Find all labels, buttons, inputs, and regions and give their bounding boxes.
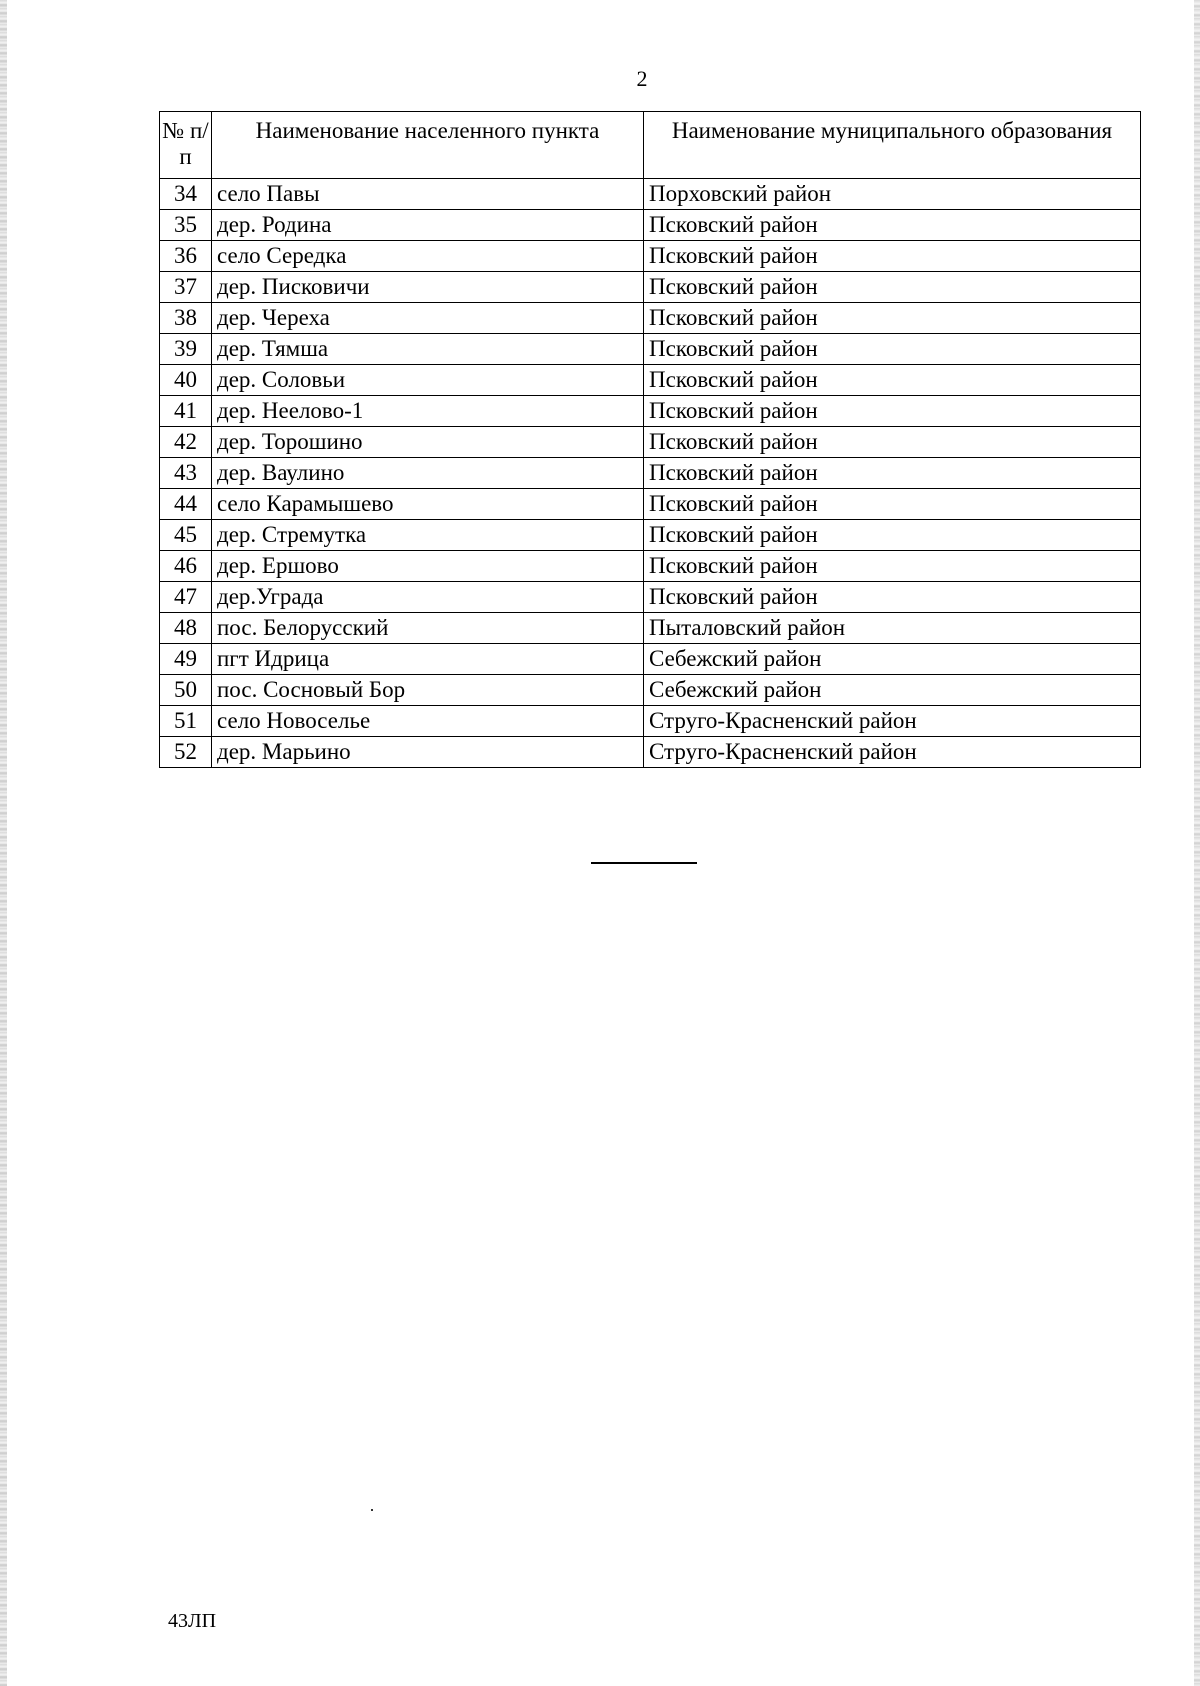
- row-number: 41: [160, 396, 212, 427]
- header-settlement: Наименование населенного пункта: [212, 112, 644, 179]
- row-settlement: дер. Писковичи: [212, 272, 644, 303]
- row-municipality: Псковский район: [644, 334, 1141, 365]
- row-settlement: дер. Родина: [212, 210, 644, 241]
- table-row: [160, 489, 1141, 520]
- row-municipality: Пыталовский район: [644, 613, 1141, 644]
- row-municipality: Псковский район: [644, 582, 1141, 613]
- row-municipality: Псковский район: [644, 551, 1141, 582]
- row-municipality: Струго-Красненский район: [644, 706, 1141, 737]
- page-number: 2: [636, 66, 648, 91]
- table-row: [160, 520, 1141, 551]
- row-municipality: Псковский район: [644, 272, 1141, 303]
- row-municipality: Псковский район: [644, 365, 1141, 396]
- row-municipality: Псковский район: [644, 396, 1141, 427]
- table-row: [160, 458, 1141, 489]
- table-body: [160, 179, 1141, 768]
- row-municipality: Себежский район: [644, 675, 1141, 706]
- table-row: [160, 241, 1141, 272]
- scan-edge-right: [1194, 0, 1200, 1686]
- table-row: [160, 396, 1141, 427]
- row-number: 39: [160, 334, 212, 365]
- row-settlement: пос. Сосновый Бор: [212, 675, 644, 706]
- table-row: [160, 644, 1141, 675]
- row-settlement: дер. Марьино: [212, 737, 644, 768]
- table-row: [160, 675, 1141, 706]
- table-row: [160, 334, 1141, 365]
- table-row: [160, 427, 1141, 458]
- row-municipality: Псковский район: [644, 489, 1141, 520]
- row-settlement: село Павы: [212, 179, 644, 210]
- row-number: 51: [160, 706, 212, 737]
- row-number: 49: [160, 644, 212, 675]
- scan-edge-left: [0, 0, 7, 1686]
- row-settlement: дер. Череха: [212, 303, 644, 334]
- header-municipality: Наименование муниципального образования: [644, 112, 1141, 179]
- row-number: 47: [160, 582, 212, 613]
- row-settlement: село Карамышево: [212, 489, 644, 520]
- table-row: [160, 582, 1141, 613]
- row-number: 44: [160, 489, 212, 520]
- table-row: [160, 706, 1141, 737]
- header-number: № п/п: [160, 112, 212, 179]
- row-settlement: дер. Тямша: [212, 334, 644, 365]
- document-code: 43ЛП: [168, 1610, 217, 1632]
- row-number: 36: [160, 241, 212, 272]
- row-number: 43: [160, 458, 212, 489]
- table-row: [160, 737, 1141, 768]
- row-number: 42: [160, 427, 212, 458]
- row-settlement: дер. Стремутка: [212, 520, 644, 551]
- row-number: 46: [160, 551, 212, 582]
- row-settlement: дер. Ершово: [212, 551, 644, 582]
- table-header: [160, 112, 1141, 179]
- row-number: 35: [160, 210, 212, 241]
- table-row: [160, 179, 1141, 210]
- row-settlement: дер.Уграда: [212, 582, 644, 613]
- table-row: [160, 365, 1141, 396]
- row-settlement: дер. Торошино: [212, 427, 644, 458]
- scan-speck: [371, 1509, 373, 1511]
- row-municipality: Струго-Красненский район: [644, 737, 1141, 768]
- row-settlement: село Середка: [212, 241, 644, 272]
- row-number: 40: [160, 365, 212, 396]
- row-municipality: Псковский район: [644, 210, 1141, 241]
- settlements-table-container: [159, 111, 1140, 768]
- table-row: [160, 613, 1141, 644]
- row-municipality: Себежский район: [644, 644, 1141, 675]
- row-settlement: пгт Идрица: [212, 644, 644, 675]
- row-number: 34: [160, 179, 212, 210]
- row-settlement: дер. Неелово-1: [212, 396, 644, 427]
- settlements-table: [159, 111, 1141, 768]
- row-municipality: Псковский район: [644, 520, 1141, 551]
- table-row: [160, 210, 1141, 241]
- table-row: [160, 551, 1141, 582]
- row-settlement: село Новоселье: [212, 706, 644, 737]
- row-municipality: Псковский район: [644, 427, 1141, 458]
- row-settlement: дер. Соловьи: [212, 365, 644, 396]
- row-municipality: Псковский район: [644, 458, 1141, 489]
- row-number: 52: [160, 737, 212, 768]
- table-row: [160, 272, 1141, 303]
- end-of-list-rule: [591, 862, 697, 864]
- row-municipality: Порховский район: [644, 179, 1141, 210]
- row-number: 45: [160, 520, 212, 551]
- row-settlement: дер. Ваулино: [212, 458, 644, 489]
- row-number: 48: [160, 613, 212, 644]
- row-settlement: пос. Белорусский: [212, 613, 644, 644]
- row-municipality: Псковский район: [644, 241, 1141, 272]
- header-row: [160, 112, 1141, 179]
- row-number: 37: [160, 272, 212, 303]
- row-number: 50: [160, 675, 212, 706]
- row-municipality: Псковский район: [644, 303, 1141, 334]
- row-number: 38: [160, 303, 212, 334]
- table-row: [160, 303, 1141, 334]
